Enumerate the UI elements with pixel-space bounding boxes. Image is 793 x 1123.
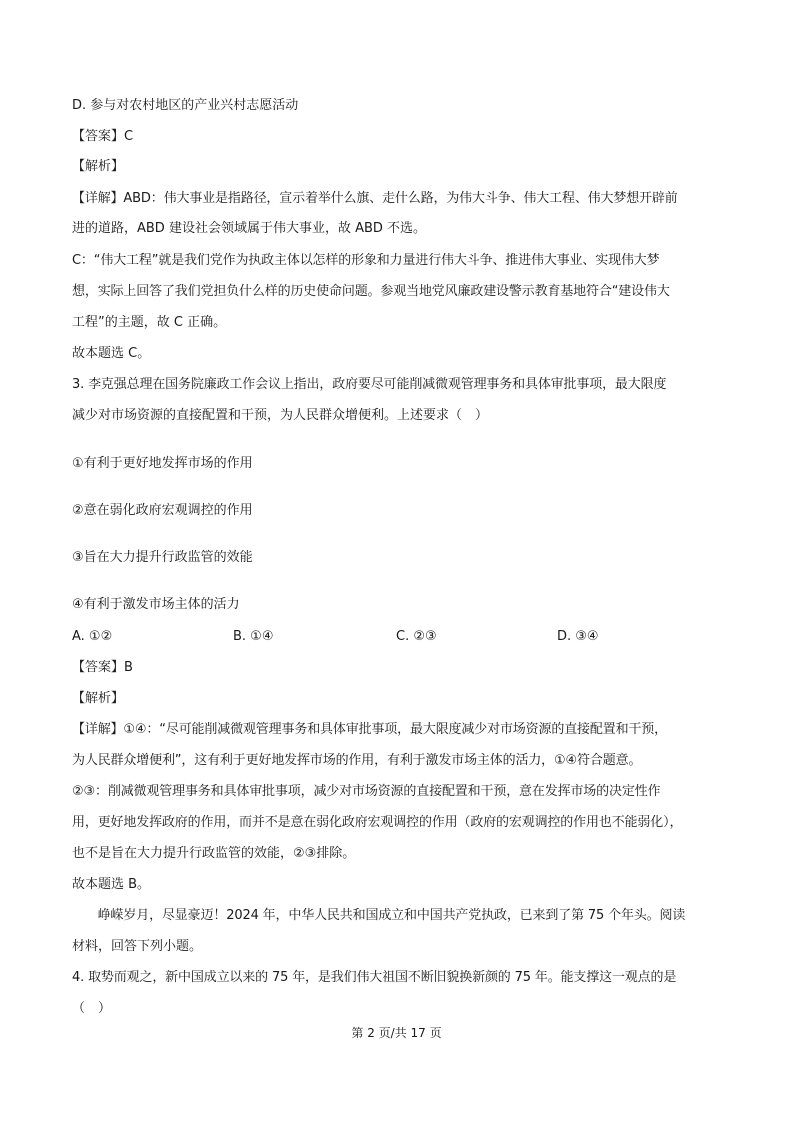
explanation-line: ②③：削减微观管理事务和具体审批事项，减少对市场资源的直接配置和干预，意在发挥市场的决定性作 — [72, 784, 661, 799]
analysis-label: 【解析】 — [72, 691, 125, 706]
conclusion-line: 故本题选 C。 — [72, 346, 151, 361]
answer-label: 【答案】B — [72, 660, 133, 675]
statement-4: ④有利于激发市场主体的活力 — [72, 597, 240, 612]
explanation-line: 想，实际上回答了我们党担负什么样的历史使命问题。参观当地党风廉政建设警示教育基地符合“建设伟大 — [72, 284, 670, 299]
statement-3: ③旨在大力提升行政监管的效能 — [72, 550, 253, 565]
choice-b: B. ①④ — [233, 629, 274, 644]
explanation-line: C：“伟大工程”就是我们党作为执政主体以怎样的形象和力量进行伟大斗争、推进伟大事业、实现伟大梦 — [72, 253, 660, 268]
choice-c: C. ②③ — [396, 629, 437, 644]
explanation-line: 进的道路，ABD 建设社会领域属于伟大事业，故 ABD 不选。 — [72, 221, 427, 236]
explanation-line: 为人民群众增便利”，这有利于更好地发挥市场的作用，有利于激发市场主体的活力，①④符合题意。 — [72, 753, 642, 768]
explanation-line: 工程”的主题，故 C 正确。 — [72, 315, 227, 330]
explanation-line: 【详解】①④：“尽可能削减微观管理事务和具体审批事项，最大限度减少对市场资源的直接配置和干预， — [72, 722, 667, 737]
choice-a: A. ①② — [72, 629, 113, 644]
page-footer: 第 2 页/共 17 页 — [351, 1026, 442, 1040]
question-4-stem: 4. 取势而观之，新中国成立以来的 75 年，是我们伟大祖国不断旧貌换新颜的 75 年。能支撑这一观点的是 — [72, 970, 677, 985]
question-3-stem: 减少对市场资源的直接配置和干预，为人民群众增便利。上述要求（ ） — [72, 408, 489, 423]
reading-material-intro: 材料，回答下列小题。 — [72, 939, 203, 954]
answer-label: 【答案】C — [72, 129, 134, 144]
explanation-line: 用，更好地发挥政府的作用，而并不是意在弱化政府宏观调控的作用（政府的宏观调控的作用也不能弱化）， — [72, 815, 683, 830]
explanation-line: 【详解】ABD：伟大事业是指路径，宣示着举什么旗、走什么路，为伟大斗争、伟大工程、伟大梦想开辟前 — [72, 191, 678, 206]
option-d-line: D. 参与对农村地区的产业兴村志愿活动 — [72, 98, 299, 113]
statement-1: ①有利于更好地发挥市场的作用 — [72, 456, 253, 471]
conclusion-line: 故本题选 B。 — [72, 877, 151, 892]
question-4-stem: （ ） — [72, 1001, 112, 1016]
statement-2: ②意在弱化政府宏观调控的作用 — [72, 503, 253, 518]
question-3-stem: 3. 李克强总理在国务院廉政工作会议上指出，政府要尽可能削减微观管理事务和具体审批事项，最大限度 — [72, 377, 667, 392]
analysis-label: 【解析】 — [72, 159, 125, 174]
choice-d: D. ③④ — [557, 629, 599, 644]
explanation-line: 也不是旨在大力提升行政监管的效能，②③排除。 — [72, 846, 356, 861]
reading-material-intro: 峥嵘岁月，尽显豪迈！2024 年，中华人民共和国成立和中国共产党执政，已来到了第 75 个年头。阅读 — [72, 908, 686, 923]
